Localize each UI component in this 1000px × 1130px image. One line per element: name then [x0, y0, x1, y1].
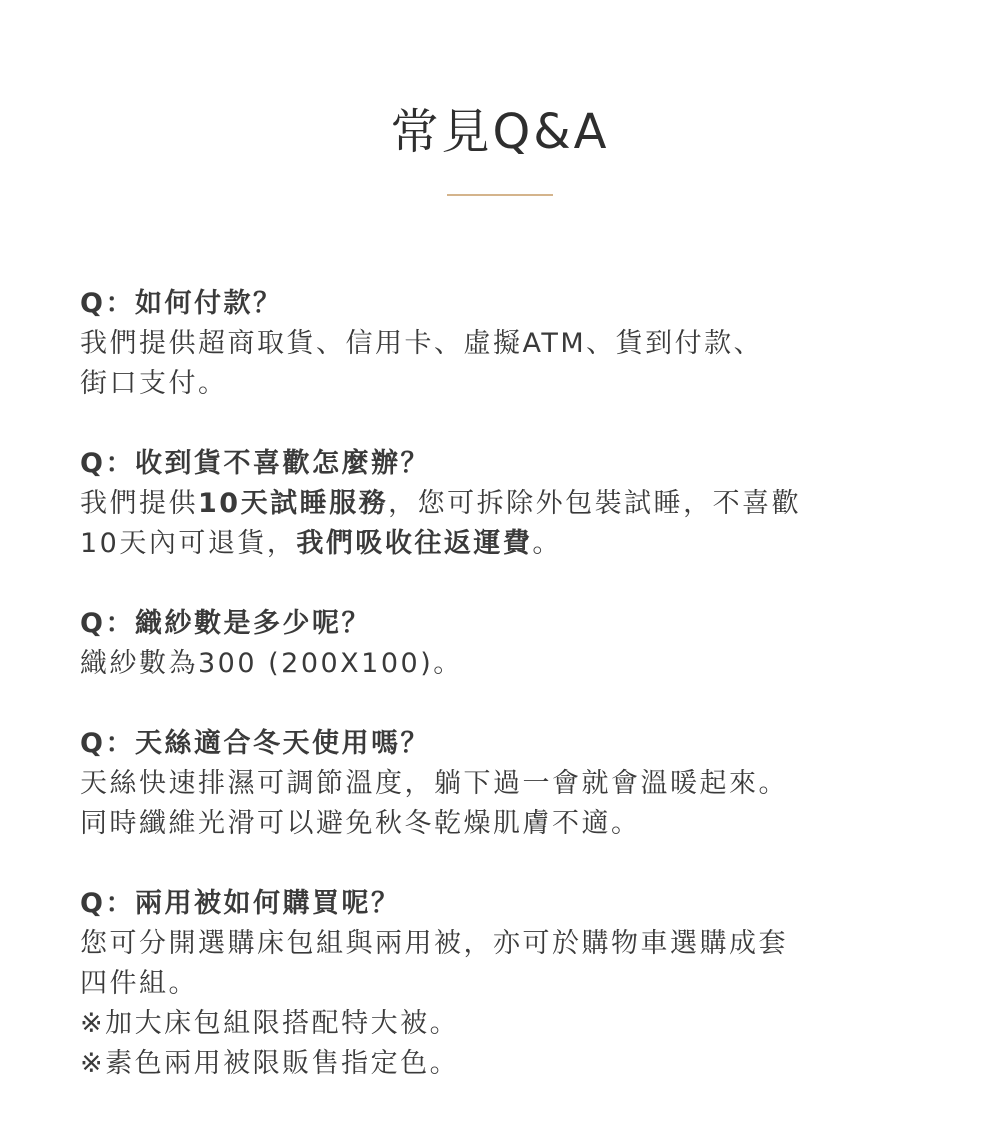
faq-question: Q：織紗數是多少呢？	[80, 608, 371, 639]
faq-question: Q：收到貨不喜歡怎麼辦？	[80, 448, 430, 479]
answer-text: 四件組。	[80, 968, 198, 999]
faq-item	[80, 884, 920, 1084]
faq-answer-note	[80, 1004, 920, 1044]
faq-answer-line	[80, 364, 920, 404]
answer-text: 。	[532, 528, 562, 559]
answer-text: ※加大床包組限搭配特大被。	[80, 1008, 460, 1039]
faq-answer-line	[80, 644, 920, 684]
faq-answer-line	[80, 484, 920, 524]
answer-highlight: 10天試睡服務	[198, 488, 389, 519]
answer-text: ，您可拆除外包裝試睡，不喜歡	[388, 488, 802, 519]
faq-answer-line	[80, 764, 920, 804]
faq-answer-line	[80, 324, 920, 364]
answer-text: 天絲快速排濕可調節溫度，躺下過一會就會溫暖起來。	[80, 768, 788, 799]
answer-highlight: 我們吸收往返運費	[296, 528, 533, 559]
faq-item	[80, 604, 920, 684]
faq-question: Q：如何付款？	[80, 288, 283, 319]
faq-list	[80, 284, 920, 1124]
answer-text: 同時纖維光滑可以避免秋冬乾燥肌膚不適。	[80, 808, 641, 839]
answer-text: 我們提供	[80, 488, 198, 519]
faq-answer-line	[80, 524, 920, 564]
faq-item	[80, 724, 920, 844]
faq-answer-line	[80, 804, 920, 844]
faq-question: Q：兩用被如何購買呢？	[80, 888, 401, 919]
faq-item	[80, 284, 920, 404]
faq-answer-note	[80, 1044, 920, 1084]
page-title: 常見Q&A	[390, 104, 610, 161]
answer-text: 您可分開選購床包組與兩用被，亦可於購物車選購成套	[80, 928, 788, 959]
faq-answer-line	[80, 964, 920, 1004]
answer-text: 我們提供超商取貨、信用卡、虛擬ATM、貨到付款、	[80, 328, 764, 359]
answer-text: 織紗數為300 (200X100)。	[80, 648, 463, 679]
title-divider	[447, 194, 553, 196]
answer-text: 10天內可退貨，	[80, 528, 297, 559]
faq-item	[80, 444, 920, 564]
answer-text: 街口支付。	[80, 368, 228, 399]
answer-text: ※素色兩用被限販售指定色。	[80, 1048, 460, 1079]
faq-answer-line	[80, 924, 920, 964]
faq-question: Q：天絲適合冬天使用嗎？	[80, 728, 430, 759]
